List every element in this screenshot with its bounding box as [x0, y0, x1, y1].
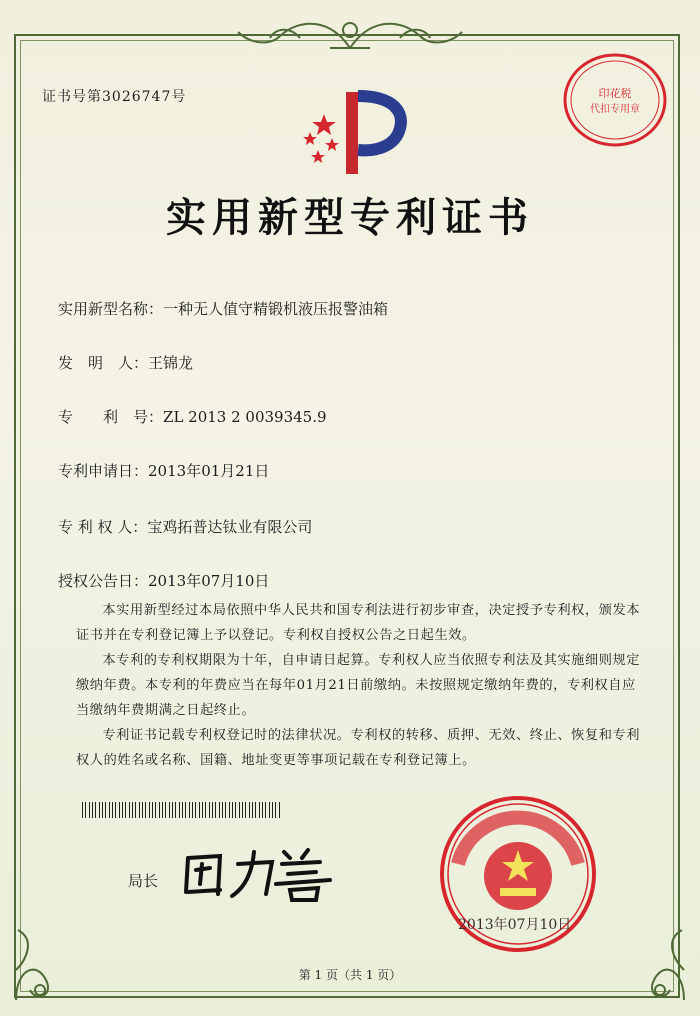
- field-grant-date: [58, 570, 269, 591]
- director-signature: [180, 844, 340, 904]
- tax-seal: [560, 50, 670, 150]
- body-paragraph: 本实用新型经过本局依照中华人民共和国专利法进行初步审查，决定授予专利权，颁发本证书并在专利登记簿上予以登记。专利权自授权公告之日起生效。: [76, 603, 641, 643]
- field-patent-number: [58, 406, 327, 427]
- certificate-body: [76, 598, 642, 773]
- bottom-right-ornament: [624, 920, 694, 1010]
- seal-date: 2013年07月10日: [458, 917, 572, 933]
- field-value: 2013年07月10日: [148, 572, 270, 590]
- field-inventor: [58, 352, 193, 373]
- svg-text:印花税: 印花税: [598, 87, 632, 100]
- body-paragraph: 专利证书记载专利权登记时的法律状况。专利权的转移、质押、无效、终止、恢复和专利权人的姓名或名称、国籍、地址变更等事项记载在专利登记簿上。: [76, 728, 641, 768]
- field-label: 专利申请日：: [58, 462, 149, 480]
- field-patentee: [58, 516, 312, 537]
- field-label: 专 利 权 人：: [58, 518, 148, 536]
- director-label: 局长: [128, 872, 159, 890]
- svg-text:代扣专用章: 代扣专用章: [590, 104, 640, 115]
- field-label: 实用新型名称：: [58, 300, 164, 318]
- field-label: 专 利 号：: [58, 408, 164, 426]
- patent-office-logo: [296, 88, 416, 178]
- barcode: [82, 802, 282, 818]
- body-paragraph: 本专利的专利权期限为十年，自申请日起算。专利权人应当依照专利法及其实施细则规定缴纳年费。本专利的年费应当在每年01月21日前缴纳。未按照规定缴纳年费的，专利权自应当缴纳年费期满之日起终止。: [76, 653, 641, 718]
- field-label: 授权公告日：: [58, 572, 149, 590]
- page-title: 实用新型专利证书: [166, 194, 534, 241]
- certificate-number: 证书号第3026747号: [42, 89, 187, 105]
- page-number: 第 1 页（共 1 页）: [298, 968, 402, 982]
- field-value: 王锦龙: [148, 354, 194, 372]
- field-value: 宝鸡拓普达钛业有限公司: [147, 518, 313, 536]
- field-application-date: [58, 460, 269, 481]
- field-value: 2013年01月21日: [148, 462, 270, 480]
- top-ornament: [230, 8, 470, 56]
- field-value: 一种无人值守精锻机液压报警油箱: [163, 300, 389, 318]
- field-label: 发 明 人：: [58, 354, 149, 372]
- director-block: [128, 870, 158, 891]
- bottom-left-ornament: [6, 920, 76, 1010]
- field-utility-model-name: [58, 298, 388, 319]
- field-value: ZL 2013 2 0039345.9: [163, 408, 327, 426]
